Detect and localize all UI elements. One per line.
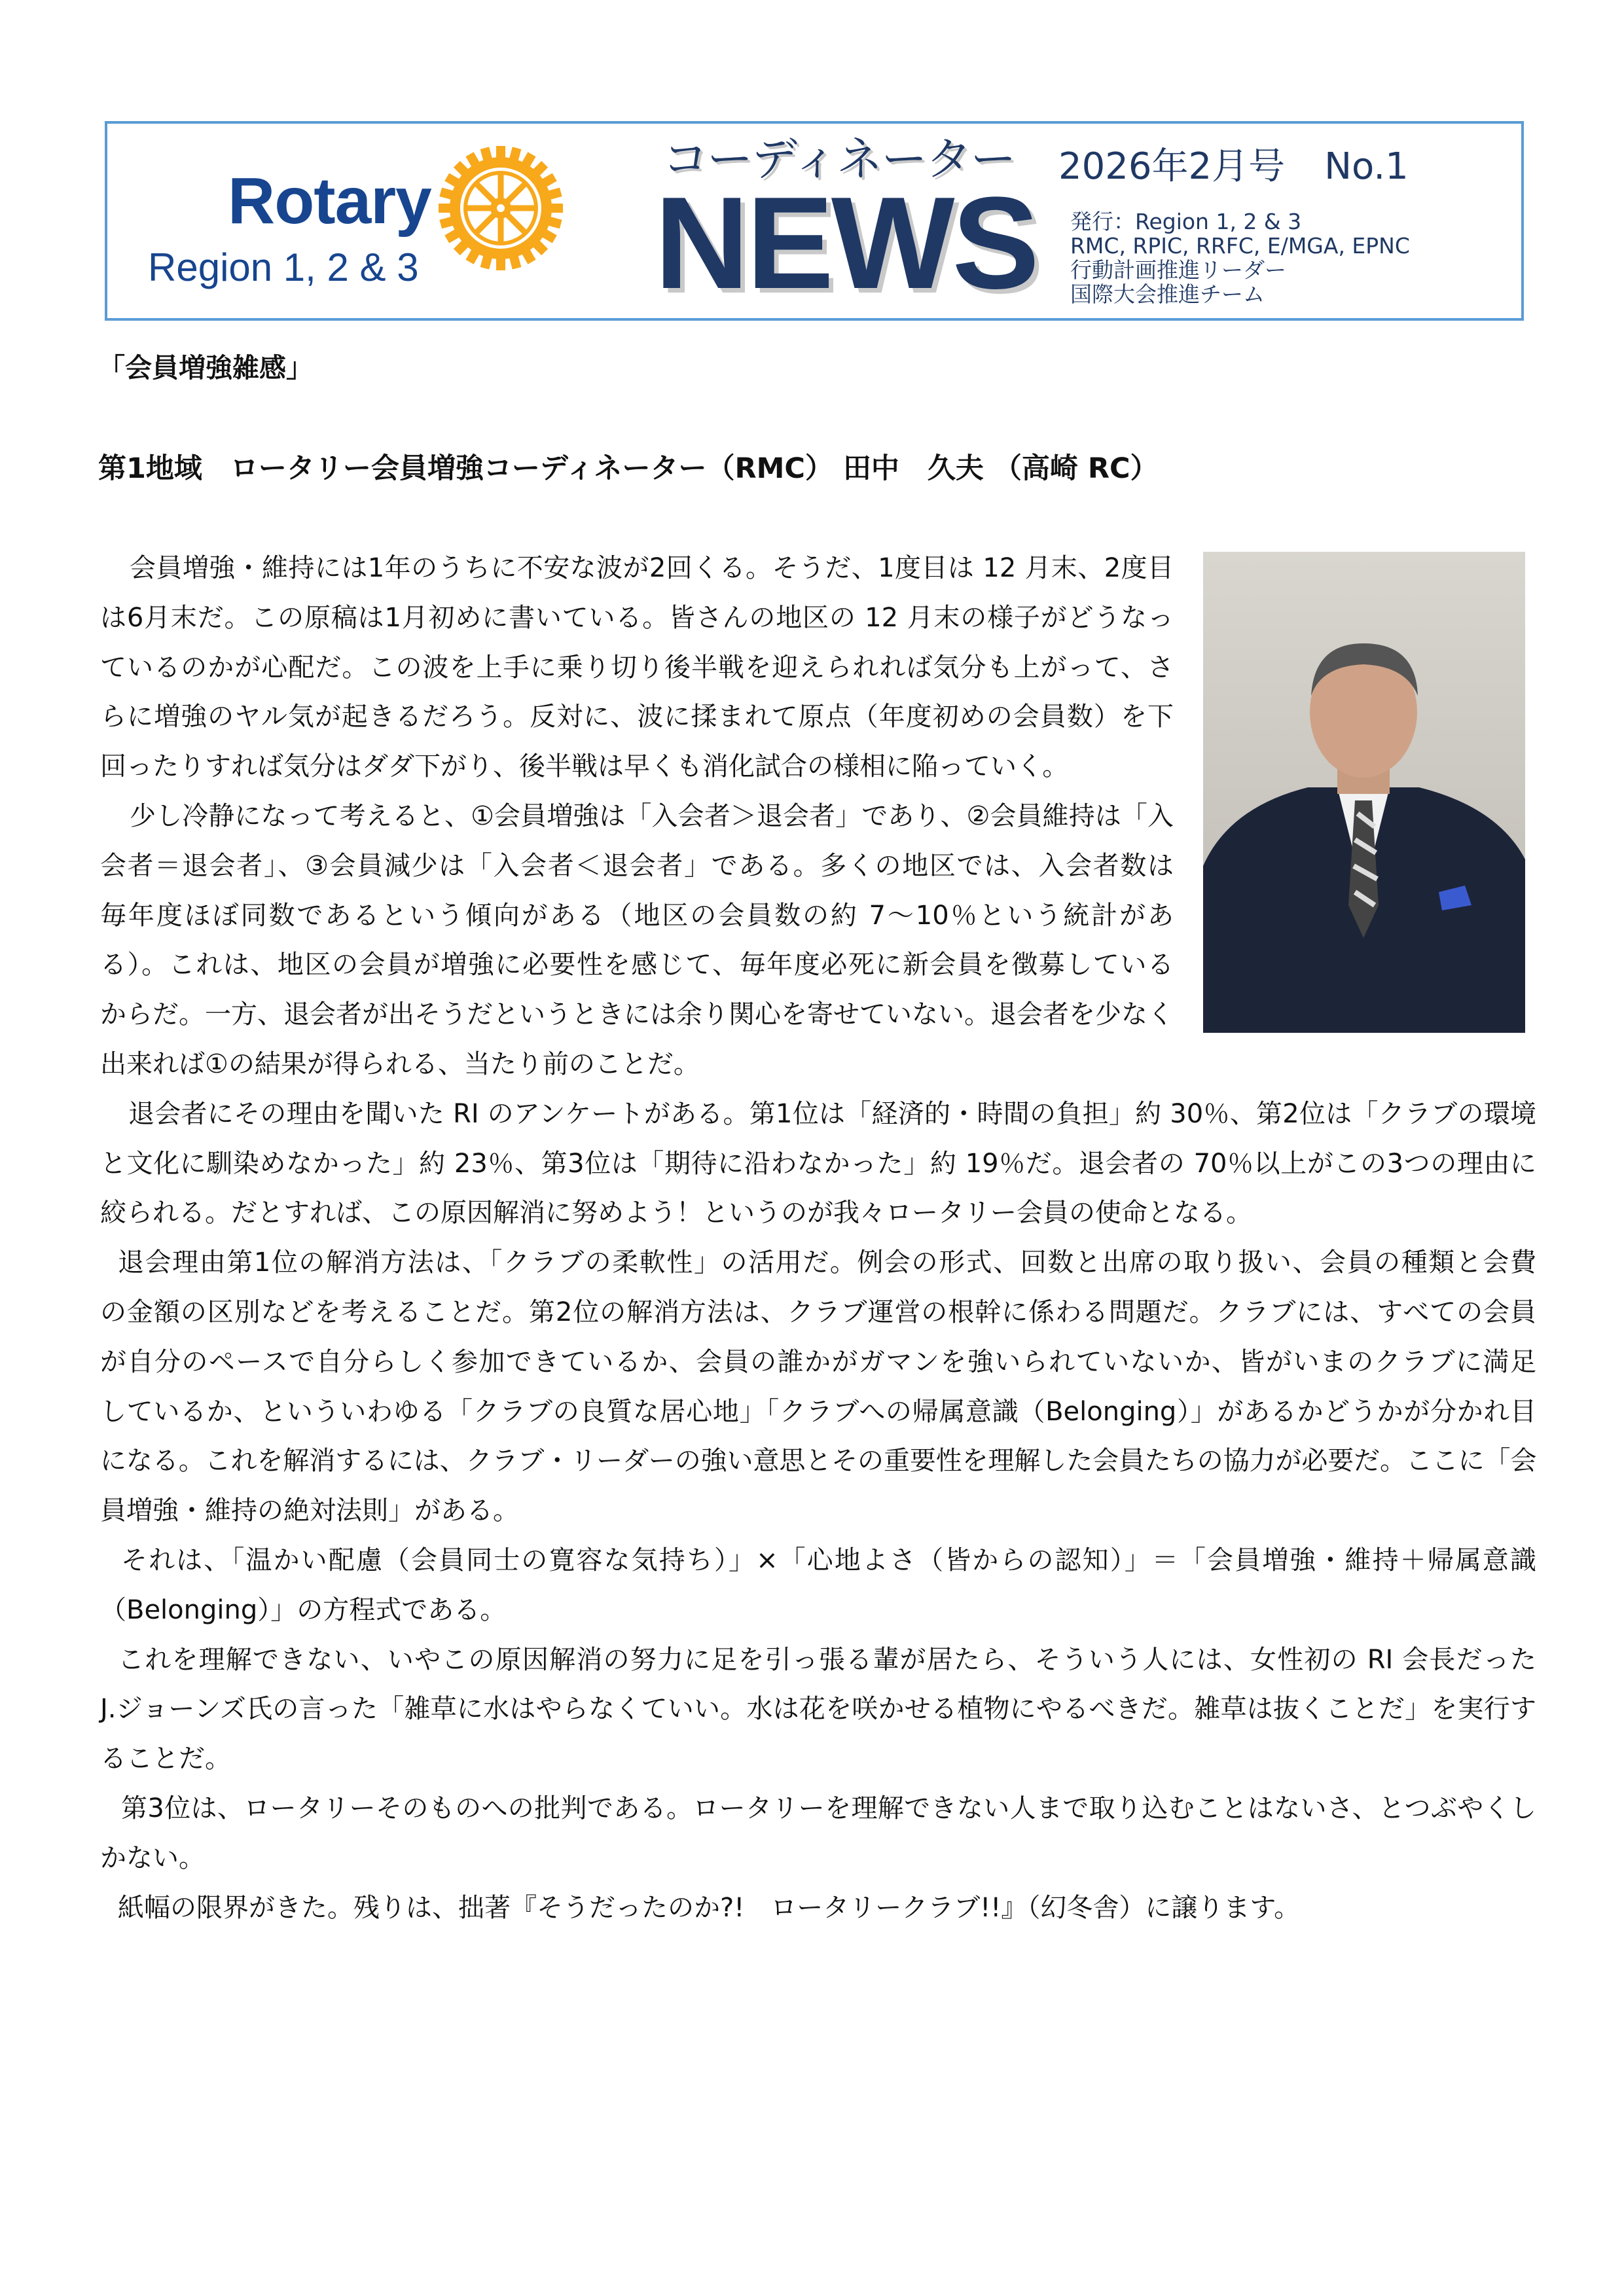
body-text-line: が自分のペースで自分らしく参加できているか、会員の誰かがガマンを強いられていないか、皆がいまのクラブに満足 — [100, 1346, 1536, 1377]
body-text-line: それは、「温かい配慮（会員同士の寛容な気持ち）」×「心地よさ（皆からの認知）」＝「会員増強・維持＋帰属意識 — [121, 1545, 1536, 1575]
body-text-line: かない。 — [100, 1842, 205, 1873]
article-byline: 第1地域 ロータリー会員増強コーディネーター（RMC） 田中 久夫 （高崎 RC） — [98, 452, 1159, 485]
body-text-line: 毎年度ほぼ同数であるという傾向がある（地区の会員数の約 7～10％という統計があ — [100, 900, 1174, 931]
body-text-line: 第3位は、ロータリーそのものへの批判である。ロータリーを理解できない人まで取り込むことはないさ、とつぶやくし — [121, 1793, 1536, 1823]
body-text-line: 退会理由第1位の解消方法は、「クラブの柔軟性」の活用だ。例会の形式、回数と出席の取り扱い、会員の種類と会費 — [118, 1247, 1536, 1278]
body-text-line: になる。これを解消するには、クラブ・リーダーの強い意思とその重要性を理解した会員たちの協力が必要だ。ここに「会 — [100, 1446, 1536, 1477]
body-text-line: らに増強のヤル気が起きるだろう。反対に、波に揉まれて原点（年度初めの会員数）を下 — [100, 702, 1174, 732]
body-text-line: の金額の区別などを考えることだ。第2位の解消方法は、クラブ運営の根幹に係わる問題だ。クラブには、すべての会員 — [100, 1297, 1536, 1327]
body-text-line: 回ったりすれば気分はダダ下がり、後半戦は早くも消化試合の様相に陥っていく。 — [100, 751, 1069, 782]
rotary-wheel-icon — [435, 143, 566, 274]
body-text-line: 出来れば①の結果が得られる、当たり前のことだ。 — [100, 1049, 700, 1079]
body-text-line: これを理解できない、いやこの原因解消の努力に足を引っ張る輩が居たら、そういう人には、女性初の RI 会長だった — [118, 1644, 1536, 1675]
coordinator-heading: コーディネーター — [662, 132, 1015, 186]
body-text-line: 員増強・維持の絶対法則」がある。 — [100, 1496, 519, 1526]
body-text-line: 会者＝退会者」、③会員減少は「入会者＜退会者」である。多くの地区では、入会者数は — [100, 850, 1174, 881]
publisher-line: RMC, RPIC, RRFC, E/MGA, EPNC — [1070, 233, 1410, 259]
body-text-line: ているのかが心配だ。この波を上手に乗り切り後半戦を迎えられれば気分も上がって、さ — [100, 652, 1174, 683]
news-masthead: NEWS — [655, 170, 1037, 316]
body-text-line: は6月末だ。この原稿は1月初めに書いている。皆さんの地区の 12 月末の様子がどうなっ — [100, 602, 1174, 633]
body-text-line: しているか、といういわゆる「クラブの良質な居心地」「クラブへの帰属意識（Belonging）」があるかどうかが分かれ目 — [100, 1396, 1536, 1427]
author-photo — [1203, 552, 1525, 1033]
body-text-line: 絞られる。だとすれば、この原因解消に努めよう！というのが我々ロータリー会員の使命となる。 — [100, 1198, 1252, 1229]
body-text-line: ることだ。 — [100, 1744, 231, 1774]
rotary-logo-region: Region 1, 2 & 3 — [148, 245, 419, 289]
publisher-line: 発行：Region 1, 2 & 3 — [1070, 209, 1302, 234]
body-text-line: 紙幅の限界がきた。残りは、拙著『そうだったのか?! ロータリークラブ!!』（幻冬舎）に譲ります。 — [118, 1892, 1301, 1923]
rotary-logo-word: Rotary — [228, 164, 431, 238]
body-text-line: 退会者にその理由を聞いた RI のアンケートがある。第1位は「経済的・時間の負担」約 30％、第2位は「クラブの環境 — [128, 1098, 1536, 1129]
issue-info — [1058, 145, 1409, 188]
body-text-line: J.ジョーンズ氏の言った「雑草に水はやらなくていい。水は花を咲かせる植物にやるべきだ。雑草は抜くことだ」を実行す — [100, 1694, 1536, 1725]
body-text-line: からだ。一方、退会者が出そうだというときには余り関心を寄せていない。退会者を少なく — [100, 999, 1174, 1030]
publisher-line: 行動計画推進リーダー — [1070, 257, 1286, 283]
body-text-line: （Belonging）」の方程式である。 — [100, 1594, 507, 1625]
body-text-line: 少し冷静になって考えると、①会員増強は「入会者＞退会者」であり、②会員維持は「入 — [130, 801, 1174, 831]
publisher-line: 国際大会推進チーム — [1070, 281, 1265, 307]
body-text-line: る）。これは、地区の会員が増強に必要性を感じて、毎年度必死に新会員を徴募している — [100, 950, 1174, 980]
publisher-info — [1070, 209, 1410, 306]
article-title: 「会員増強雑感」 — [98, 352, 313, 384]
body-text-line: と文化に馴染めなかった」約 23％、第3位は「期待に沿わなかった」約 19％だ。退会者の 70％以上がこの3つの理由に — [100, 1148, 1536, 1179]
issue-date: 2026年2月号 — [1058, 145, 1286, 188]
body-text-line: 会員増強・維持には1年のうちに不安な波が2回くる。そうだ、1度目は 12 月末、2度目 — [130, 553, 1174, 583]
issue-number: No.1 — [1324, 145, 1409, 188]
